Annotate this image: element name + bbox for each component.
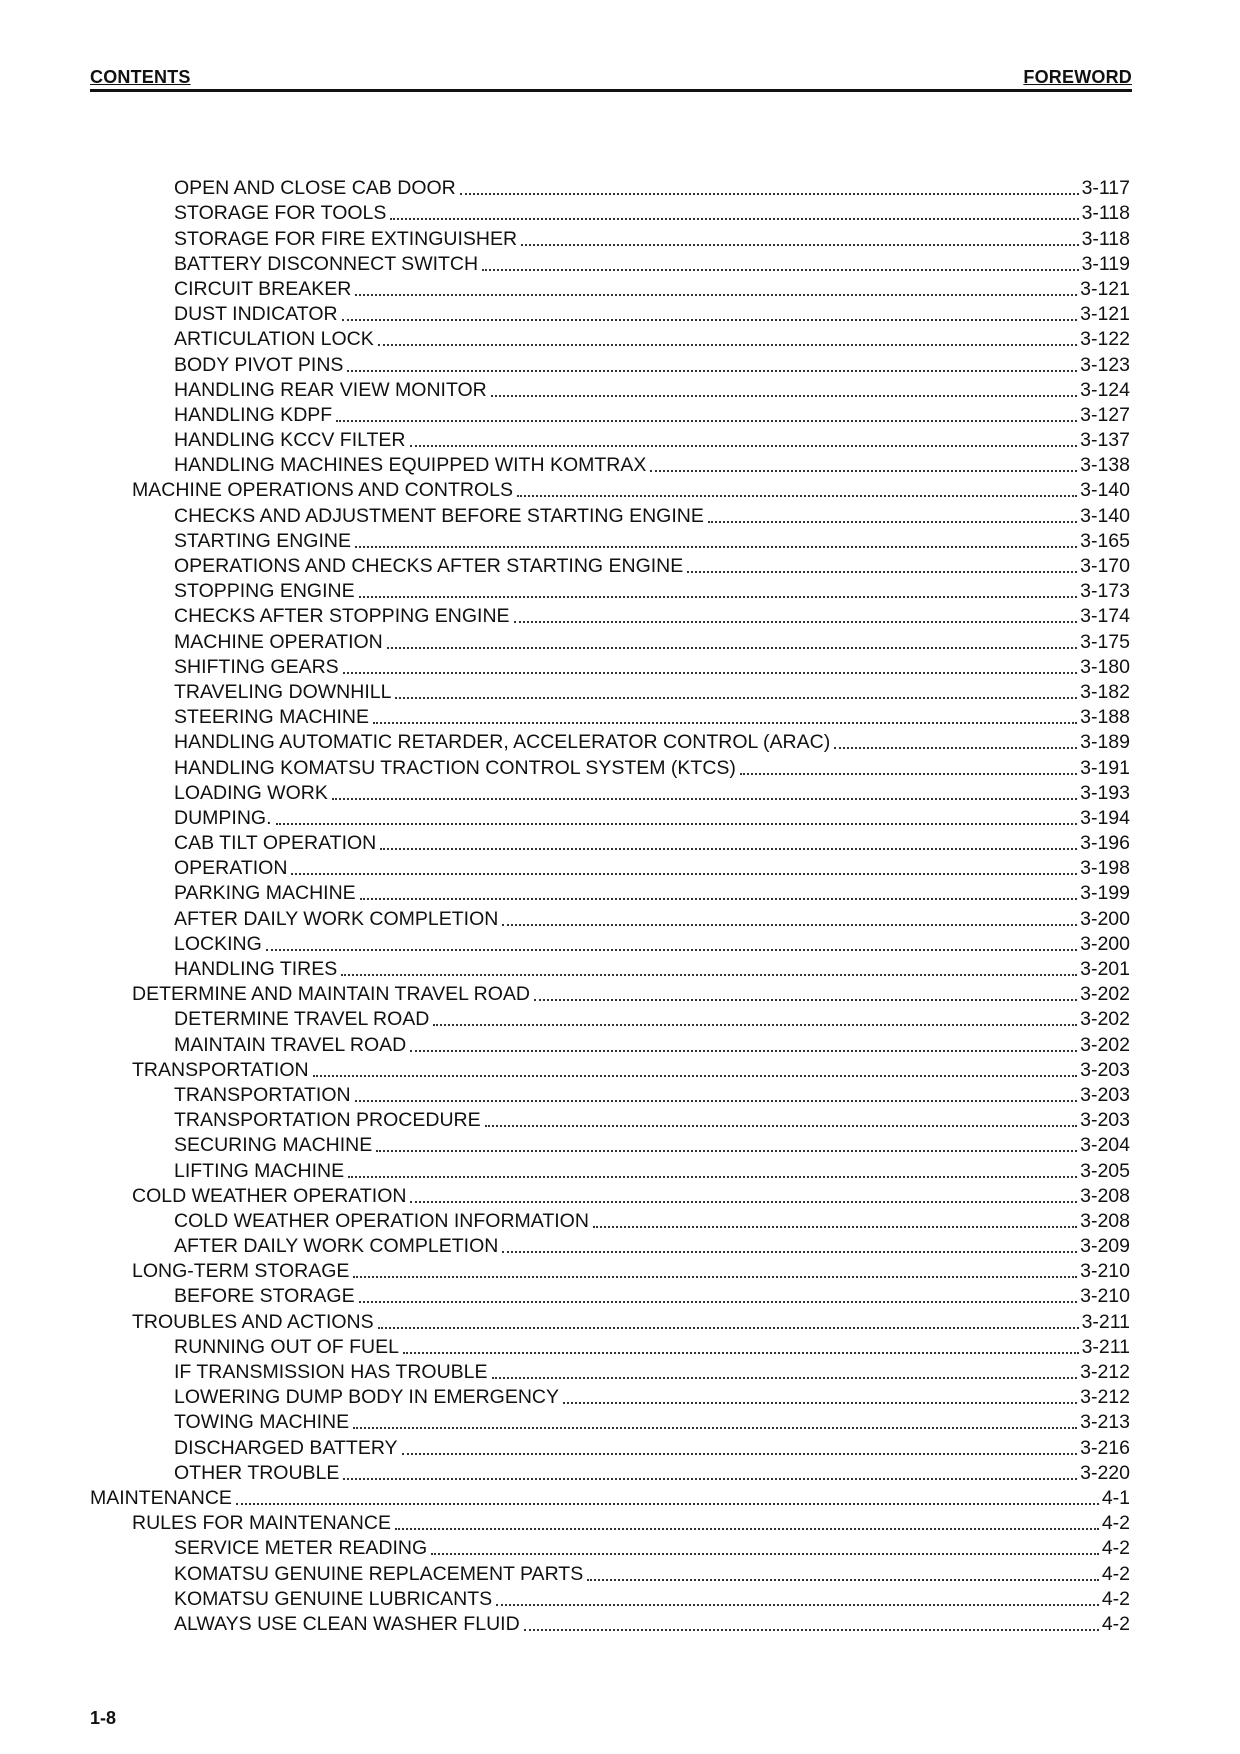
toc-entry[interactable] — [90, 804, 1130, 829]
dot-leader — [524, 1617, 1099, 1631]
toc-entry[interactable] — [90, 527, 1130, 552]
toc-entry-title: SECURING MACHINE — [174, 1134, 373, 1157]
toc-entry[interactable] — [90, 350, 1130, 375]
toc-entry-title: DUST INDICATOR — [174, 303, 338, 326]
toc-entry-title: HANDLING KCCV FILTER — [174, 429, 406, 452]
header-chapter-label: FOREWORD — [1023, 67, 1132, 87]
dot-leader — [740, 761, 1077, 775]
toc-entry-title: OTHER TROUBLE — [174, 1461, 340, 1484]
toc-entry[interactable] — [90, 1307, 1130, 1332]
dot-leader — [378, 332, 1077, 346]
toc-entry-page: 3-140 — [1080, 504, 1130, 527]
toc-entry-page: 3-119 — [1081, 252, 1130, 275]
toc-entry-title: DUMPING. — [174, 806, 272, 829]
toc-entry-title: TOWING MACHINE — [174, 1411, 350, 1434]
toc-entry-page: 3-203 — [1080, 1058, 1130, 1081]
toc-entry[interactable] — [90, 1056, 1130, 1081]
toc-entry[interactable] — [90, 1106, 1130, 1131]
dot-leader — [431, 1541, 1099, 1555]
toc-entry-title: MACHINE OPERATION — [174, 630, 383, 653]
toc-entry-title: CAB TILT OPERATION — [174, 832, 377, 855]
dot-leader — [502, 912, 1077, 926]
toc-entry-page: 3-213 — [1080, 1411, 1130, 1434]
toc-entry-page: 3-203 — [1080, 1083, 1130, 1106]
toc-entry-page: 4-2 — [1101, 1512, 1130, 1535]
toc-entry[interactable] — [90, 1610, 1130, 1635]
toc-entry-title: COLD WEATHER OPERATION — [132, 1184, 407, 1207]
toc-entry-page: 3-216 — [1080, 1436, 1130, 1459]
toc-entry-title: KOMATSU GENUINE REPLACEMENT PARTS — [174, 1562, 584, 1585]
toc-entry-page: 4-2 — [1101, 1612, 1130, 1635]
toc-entry-page: 3-118 — [1081, 227, 1130, 250]
toc-entry-title: LONG-TERM STORAGE — [132, 1260, 350, 1283]
toc-entry-page: 3-191 — [1080, 756, 1130, 779]
toc-entry-title: LOWERING DUMP BODY IN EMERGENCY — [174, 1386, 560, 1409]
toc-entry[interactable] — [90, 1509, 1130, 1534]
toc-entry-page: 3-196 — [1080, 832, 1130, 855]
toc-entry[interactable] — [90, 1408, 1130, 1433]
toc-entry-page: 3-212 — [1080, 1361, 1130, 1383]
dot-leader — [373, 710, 1077, 724]
toc-entry-title: RUNNING OUT OF FUEL — [174, 1335, 399, 1358]
dot-leader — [336, 408, 1077, 422]
toc-entry-title: HANDLING REAR VIEW MONITOR — [174, 378, 487, 401]
dot-leader — [650, 458, 1077, 472]
dot-leader — [514, 609, 1078, 623]
toc-entry[interactable] — [90, 1030, 1130, 1055]
toc-entry[interactable] — [90, 1484, 1130, 1509]
dot-leader — [360, 886, 1077, 900]
toc-entry[interactable] — [90, 426, 1130, 451]
dot-leader — [347, 358, 1077, 372]
dot-leader — [492, 1365, 1078, 1379]
toc-entry-page: 3-194 — [1080, 806, 1130, 829]
toc-entry[interactable] — [90, 1232, 1130, 1257]
toc-entry-title: HANDLING MACHINES EQUIPPED WITH KOMTRAX — [174, 454, 647, 477]
toc-entry-title: CHECKS AND ADJUSTMENT BEFORE STARTING ENGINE — [174, 504, 704, 527]
toc-entry-page: 3-137 — [1080, 429, 1130, 452]
toc-entry[interactable] — [90, 1383, 1130, 1408]
toc-entry-page: 3-208 — [1080, 1209, 1130, 1232]
toc-entry-page: 4-2 — [1101, 1587, 1130, 1610]
toc-entry-page: 3-123 — [1080, 353, 1130, 376]
dot-leader — [410, 1038, 1077, 1052]
dot-leader — [376, 1138, 1077, 1152]
dot-leader — [491, 383, 1077, 397]
toc-entry-page: 3-127 — [1080, 403, 1130, 426]
dot-leader — [355, 1088, 1078, 1102]
dot-leader — [521, 232, 1078, 246]
dot-leader — [402, 1441, 1078, 1455]
toc-entry-page: 3-180 — [1080, 655, 1130, 678]
toc-entry[interactable] — [90, 275, 1130, 300]
toc-entry[interactable] — [90, 476, 1130, 501]
dot-leader — [410, 433, 1078, 447]
dot-leader — [502, 1239, 1077, 1253]
toc-entry[interactable] — [90, 577, 1130, 602]
toc-entry-title: STORAGE FOR TOOLS — [174, 202, 387, 225]
toc-entry-page: 3-220 — [1080, 1461, 1130, 1484]
toc-entry-title: CIRCUIT BREAKER — [174, 277, 352, 300]
toc-entry-page: 3-201 — [1080, 958, 1130, 980]
toc-entry-page: 3-209 — [1080, 1235, 1130, 1258]
dot-leader — [390, 206, 1078, 220]
toc-entry-page: 3-211 — [1081, 1335, 1130, 1358]
toc-entry-title: STARTING ENGINE — [174, 529, 351, 552]
dot-leader — [587, 1567, 1099, 1581]
toc-entry[interactable] — [90, 753, 1130, 778]
dot-leader — [563, 1390, 1077, 1404]
toc-entry-page: 3-174 — [1080, 605, 1130, 628]
page-number: 1-8 — [90, 1708, 117, 1728]
toc-entry-page: 3-204 — [1080, 1134, 1130, 1157]
toc-entry[interactable] — [90, 779, 1130, 804]
toc-entry-title: LOCKING — [174, 932, 262, 955]
toc-entry-page: 3-173 — [1080, 580, 1130, 603]
toc-entry-title: TRANSPORTATION — [174, 1083, 351, 1106]
toc-entry-title: KOMATSU GENUINE LUBRICANTS — [174, 1587, 493, 1610]
toc-entry-title: MACHINE OPERATIONS AND CONTROLS — [132, 479, 514, 502]
toc-entry[interactable] — [90, 552, 1130, 577]
toc-entry[interactable] — [90, 1081, 1130, 1106]
toc-entry[interactable] — [90, 1358, 1130, 1383]
dot-leader — [687, 559, 1077, 573]
dot-leader — [353, 1415, 1077, 1429]
toc-entry-title: STOPPING ENGINE — [174, 580, 355, 603]
toc-entry[interactable] — [90, 904, 1130, 929]
toc-entry-page: 3-189 — [1080, 731, 1130, 754]
toc-entry[interactable] — [90, 678, 1130, 703]
toc-entry[interactable] — [90, 627, 1130, 652]
toc-entry[interactable] — [90, 1534, 1130, 1559]
toc-entry-page: 3-118 — [1081, 202, 1130, 225]
toc-entry-title: SHIFTING GEARS — [174, 655, 339, 678]
dot-leader — [534, 987, 1077, 1001]
toc-entry[interactable] — [90, 300, 1130, 325]
toc-entry[interactable] — [90, 1282, 1130, 1307]
toc-entry[interactable] — [90, 174, 1130, 199]
dot-leader — [359, 1289, 1078, 1303]
toc-entry-page: 3-199 — [1080, 882, 1130, 905]
toc-entry-title: AFTER DAILY WORK COMPLETION — [174, 1235, 499, 1258]
toc-entry[interactable] — [90, 401, 1130, 426]
header-section-label: CONTENTS — [90, 67, 191, 87]
toc-entry[interactable] — [90, 829, 1130, 854]
toc-entry-page: 4-1 — [1101, 1486, 1130, 1509]
toc-entry-page: 3-140 — [1080, 479, 1130, 502]
dot-leader — [342, 307, 1078, 321]
dot-leader — [378, 1315, 1079, 1329]
toc-entry[interactable] — [90, 224, 1130, 249]
page-header — [90, 67, 1132, 92]
toc-entry-page: 3-182 — [1080, 680, 1130, 703]
toc-entry-title: OPEN AND CLOSE CAB DOOR — [174, 177, 456, 200]
toc-entry-title: ARTICULATION LOCK — [174, 328, 374, 351]
dot-leader — [593, 1214, 1077, 1228]
toc-entry-page: 3-205 — [1080, 1159, 1130, 1182]
toc-entry[interactable] — [90, 980, 1130, 1005]
toc-entry-page: 4-2 — [1101, 1537, 1130, 1560]
toc-entry-page: 3-117 — [1081, 177, 1130, 200]
toc-entry[interactable] — [90, 728, 1130, 753]
dot-leader — [332, 786, 1077, 800]
toc-entry[interactable] — [90, 1005, 1130, 1030]
toc-entry-page: 3-200 — [1080, 907, 1130, 930]
dot-leader — [353, 1264, 1077, 1278]
toc-entry-title: DISCHARGED BATTERY — [174, 1436, 398, 1459]
toc-entry[interactable] — [90, 703, 1130, 728]
toc-entry-title: HANDLING AUTOMATIC RETARDER, ACCELERATOR CONTROL (ARAC) — [174, 731, 831, 754]
toc-entry-page: 3-202 — [1080, 1008, 1130, 1031]
toc-entry-title: CHECKS AFTER STOPPING ENGINE — [174, 605, 510, 628]
toc-entry-page: 3-188 — [1080, 706, 1130, 729]
toc-entry-page: 3-193 — [1080, 781, 1130, 804]
toc-entry[interactable] — [90, 1433, 1130, 1458]
table-of-contents — [90, 174, 1130, 1635]
dot-leader — [395, 685, 1077, 699]
toc-entry[interactable] — [90, 1459, 1130, 1484]
toc-entry-title: STEERING MACHINE — [174, 706, 370, 729]
toc-entry[interactable] — [90, 930, 1130, 955]
toc-entry-title: DETERMINE TRAVEL ROAD — [174, 1008, 430, 1031]
toc-entry-page: 3-210 — [1080, 1260, 1130, 1283]
toc-entry-title: SERVICE METER READING — [174, 1537, 428, 1560]
toc-entry[interactable] — [90, 854, 1130, 879]
dot-leader — [313, 1063, 1078, 1077]
dot-leader — [291, 861, 1077, 875]
toc-entry-title: AFTER DAILY WORK COMPLETION — [174, 907, 499, 930]
toc-entry[interactable] — [90, 602, 1130, 627]
toc-entry[interactable] — [90, 1182, 1130, 1207]
dot-leader — [460, 181, 1079, 195]
toc-entry[interactable] — [90, 376, 1130, 401]
toc-entry-page: 3-121 — [1080, 303, 1130, 326]
toc-entry-title: ALWAYS USE CLEAN WASHER FLUID — [174, 1612, 520, 1635]
toc-entry-page: 3-208 — [1080, 1184, 1130, 1207]
toc-entry-page: 4-2 — [1101, 1562, 1130, 1585]
dot-leader — [708, 509, 1077, 523]
toc-entry-page: 3-138 — [1080, 454, 1130, 477]
dot-leader — [387, 635, 1077, 649]
toc-entry-page: 3-211 — [1081, 1310, 1130, 1333]
toc-entry[interactable] — [90, 1559, 1130, 1584]
dot-leader — [485, 1113, 1078, 1127]
toc-entry[interactable] — [90, 1333, 1130, 1358]
toc-entry[interactable] — [90, 879, 1130, 904]
toc-entry[interactable] — [90, 1207, 1130, 1232]
toc-entry-title: HANDLING KDPF — [174, 403, 333, 426]
toc-entry-title: BODY PIVOT PINS — [174, 353, 344, 376]
toc-entry[interactable] — [90, 955, 1130, 980]
toc-entry[interactable] — [90, 1257, 1130, 1282]
toc-entry-page: 3-202 — [1080, 1033, 1130, 1056]
toc-entry-page: 3-165 — [1080, 529, 1130, 552]
dot-leader — [348, 1164, 1077, 1178]
toc-entry-page: 3-121 — [1080, 277, 1130, 300]
toc-entry-title: PARKING MACHINE — [174, 882, 356, 905]
toc-entry-page: 3-122 — [1080, 328, 1130, 351]
dot-leader — [343, 660, 1077, 674]
toc-entry-title: MAINTENANCE — [90, 1486, 232, 1509]
toc-entry-page: 3-170 — [1080, 555, 1130, 577]
toc-entry-title: OPERATIONS AND CHECKS AFTER STARTING ENGINE — [174, 555, 684, 577]
toc-entry-title: DETERMINE AND MAINTAIN TRAVEL ROAD — [132, 983, 530, 1006]
dot-leader — [276, 811, 1078, 825]
dot-leader — [834, 735, 1077, 749]
dot-leader — [517, 483, 1077, 497]
dot-leader — [236, 1491, 1099, 1505]
dot-leader — [395, 1516, 1099, 1530]
toc-entry[interactable] — [90, 199, 1130, 224]
dot-leader — [359, 584, 1078, 598]
dot-leader — [355, 282, 1077, 296]
dot-leader — [343, 1466, 1077, 1480]
dot-leader — [496, 1592, 1099, 1606]
toc-entry-title: MAINTAIN TRAVEL ROAD — [174, 1033, 407, 1056]
dot-leader — [433, 1012, 1077, 1026]
toc-entry-title: COLD WEATHER OPERATION INFORMATION — [174, 1209, 589, 1232]
toc-entry-title: HANDLING TIRES — [174, 958, 338, 980]
dot-leader — [410, 1189, 1077, 1203]
dot-leader — [341, 962, 1077, 976]
toc-entry-page: 3-210 — [1080, 1285, 1130, 1308]
toc-entry-title: LOADING WORK — [174, 781, 328, 804]
toc-entry[interactable] — [90, 451, 1130, 476]
toc-entry[interactable] — [90, 1156, 1130, 1181]
toc-entry[interactable] — [90, 250, 1130, 275]
toc-entry-page: 3-175 — [1080, 630, 1130, 653]
dot-leader — [355, 534, 1077, 548]
toc-entry[interactable] — [90, 325, 1130, 350]
toc-entry-title: OPERATION — [174, 857, 288, 880]
toc-entry[interactable] — [90, 653, 1130, 678]
toc-entry[interactable] — [90, 501, 1130, 526]
toc-entry-page: 3-124 — [1080, 378, 1130, 401]
toc-entry-title: TROUBLES AND ACTIONS — [132, 1310, 374, 1333]
toc-entry[interactable] — [90, 1131, 1130, 1156]
dot-leader — [482, 257, 1078, 271]
toc-entry-page: 3-202 — [1080, 983, 1130, 1006]
toc-entry-title: TRANSPORTATION — [132, 1058, 309, 1081]
toc-entry-title: STORAGE FOR FIRE EXTINGUISHER — [174, 227, 518, 250]
toc-entry-title: BATTERY DISCONNECT SWITCH — [174, 252, 479, 275]
dot-leader — [403, 1340, 1079, 1354]
toc-entry-page: 3-212 — [1080, 1386, 1130, 1409]
toc-entry-title: TRAVELING DOWNHILL — [174, 680, 392, 703]
toc-entry-title: TRANSPORTATION PROCEDURE — [174, 1109, 481, 1132]
toc-entry-title: BEFORE STORAGE — [174, 1285, 355, 1308]
toc-entry-title: HANDLING KOMATSU TRACTION CONTROL SYSTEM (KTCS) — [174, 756, 736, 779]
toc-entry-page: 3-198 — [1080, 857, 1130, 880]
dot-leader — [266, 937, 1077, 951]
toc-entry-page: 3-203 — [1080, 1109, 1130, 1132]
toc-entry-title: RULES FOR MAINTENANCE — [132, 1512, 391, 1535]
dot-leader — [380, 836, 1077, 850]
toc-entry[interactable] — [90, 1585, 1130, 1610]
toc-entry-title: LIFTING MACHINE — [174, 1159, 345, 1182]
toc-entry-title: IF TRANSMISSION HAS TROUBLE — [174, 1361, 488, 1383]
toc-entry-page: 3-200 — [1080, 932, 1130, 955]
